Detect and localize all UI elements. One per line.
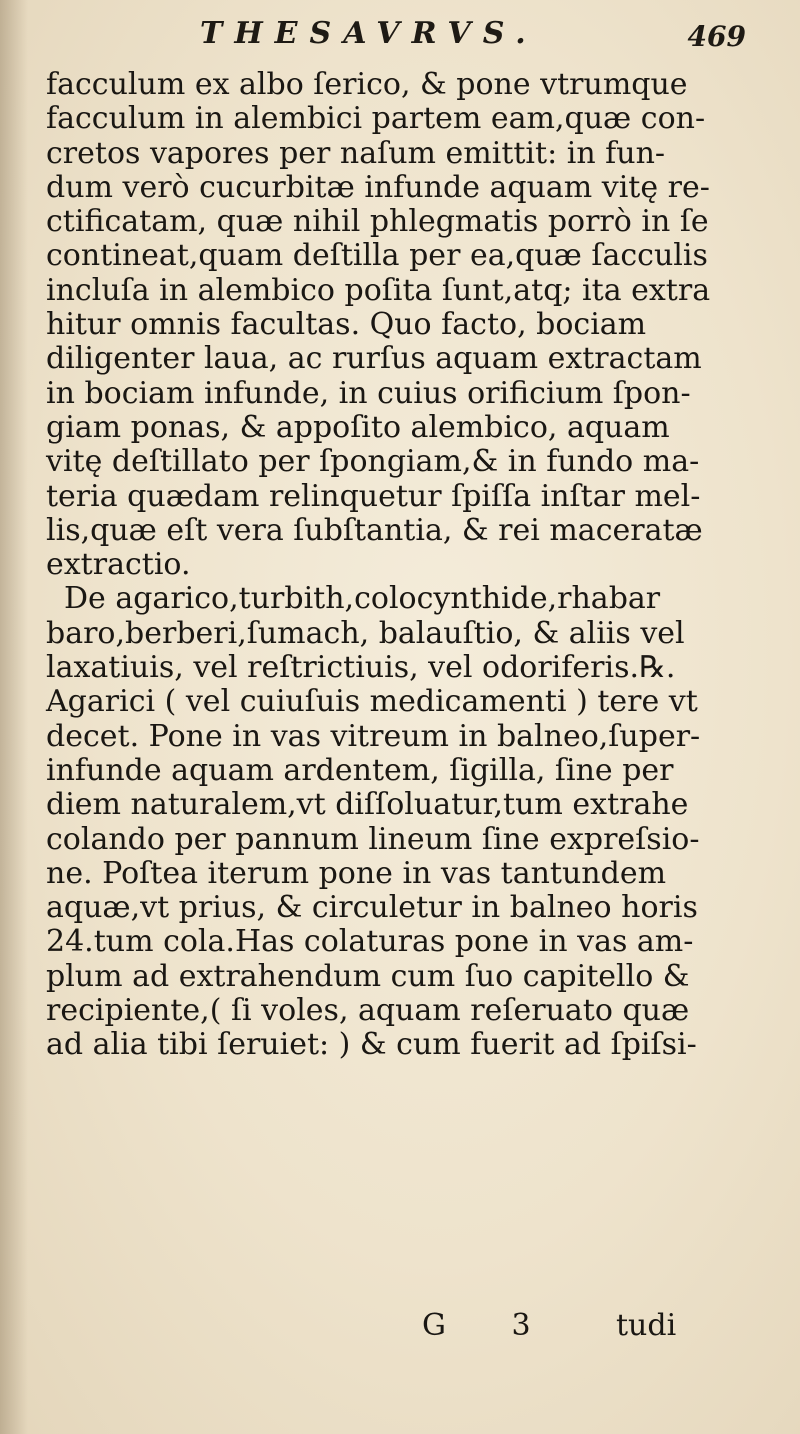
text-line: cretos vapores per naſum emittit: in fun-	[46, 135, 666, 171]
page-header	[200, 14, 760, 64]
text-line: ctificatam, quæ nihil phlegmatis porrò in ſe	[46, 204, 709, 240]
running-title: THESAVRVS.	[200, 16, 538, 51]
text-line: vitę deſtillato per ſpongiam,& in fundo ma-	[46, 444, 700, 480]
text-line: laxatiuis, vel reſtrictiuis, vel odoriferis.℞.	[46, 650, 676, 686]
text-line: ad alia tibi ſeruiet: ) & cum fuerit ad ſpiſsi-	[46, 1027, 697, 1063]
gutter-shadow	[0, 0, 28, 1434]
text-line: in bociam infunde, in cuius orificium ſpon-	[46, 375, 691, 411]
text-line: dum verò cucurbitæ infunde aquam vitę re-	[46, 169, 710, 205]
text-line: contineat,quam deſtilla per ea,quæ ſacculis	[46, 238, 708, 274]
text-line: giam ponas, & appoſito alembico, aquam	[46, 409, 670, 445]
text-line: 24.tum cola.Has colaturas pone in vas am-	[46, 924, 694, 960]
text-line: recipiente,( ſi voles, aquam reſeruato quæ	[46, 993, 690, 1029]
body-text	[46, 68, 746, 1063]
text-line: plum ad extrahendum cum ſuo capitello &	[46, 958, 690, 994]
text-line: ne. Poſtea iterum pone in vas tantundem	[46, 855, 667, 891]
text-line: incluſa in alembico poſita ſunt,atq; ita extra	[46, 272, 711, 308]
text-line: diligenter laua, ac rurſus aquam extractam	[46, 341, 702, 377]
text-line: facculum ex albo ſerico, & pone vtrumque	[46, 67, 688, 102]
text-line: Agarici ( vel cuiuſuis medicamenti ) tere vt	[46, 684, 698, 720]
catchword: tudi	[616, 1308, 677, 1343]
text-line: extractio.	[46, 547, 191, 583]
text-line: aquæ,vt prius, & circuletur in balneo horis	[46, 890, 698, 926]
text-line: infunde aquam ardentem, ſigilla, ſine per	[46, 752, 674, 788]
text-line: diem naturalem,vt diſſoluatur,tum extrahe	[46, 787, 689, 823]
signature-mark: G 3	[422, 1308, 559, 1343]
text-line: baro,berberi,ſumach, balauſtio, & aliis vel	[46, 615, 685, 651]
page-number: 469	[687, 20, 746, 53]
text-line: decet. Pone in vas vitreum in balneo,ſuper-	[46, 718, 701, 754]
text-line: facculum in alembici partem eam,quæ con-	[46, 101, 706, 137]
page-footer	[46, 1308, 746, 1348]
text-line: teria quædam relinquetur ſpiſſa inſtar mel-	[46, 478, 701, 514]
paragraph-start-line: De agarico,turbith,colocynthide,rhabar	[64, 581, 661, 617]
text-line: lis,quæ eſt vera ſubſtantia, & rei maceratæ	[46, 512, 703, 548]
text-line: hitur omnis facultas. Quo facto, bociam	[46, 307, 647, 343]
text-line: colando per pannum lineum ſine expreſsio-	[46, 821, 700, 857]
